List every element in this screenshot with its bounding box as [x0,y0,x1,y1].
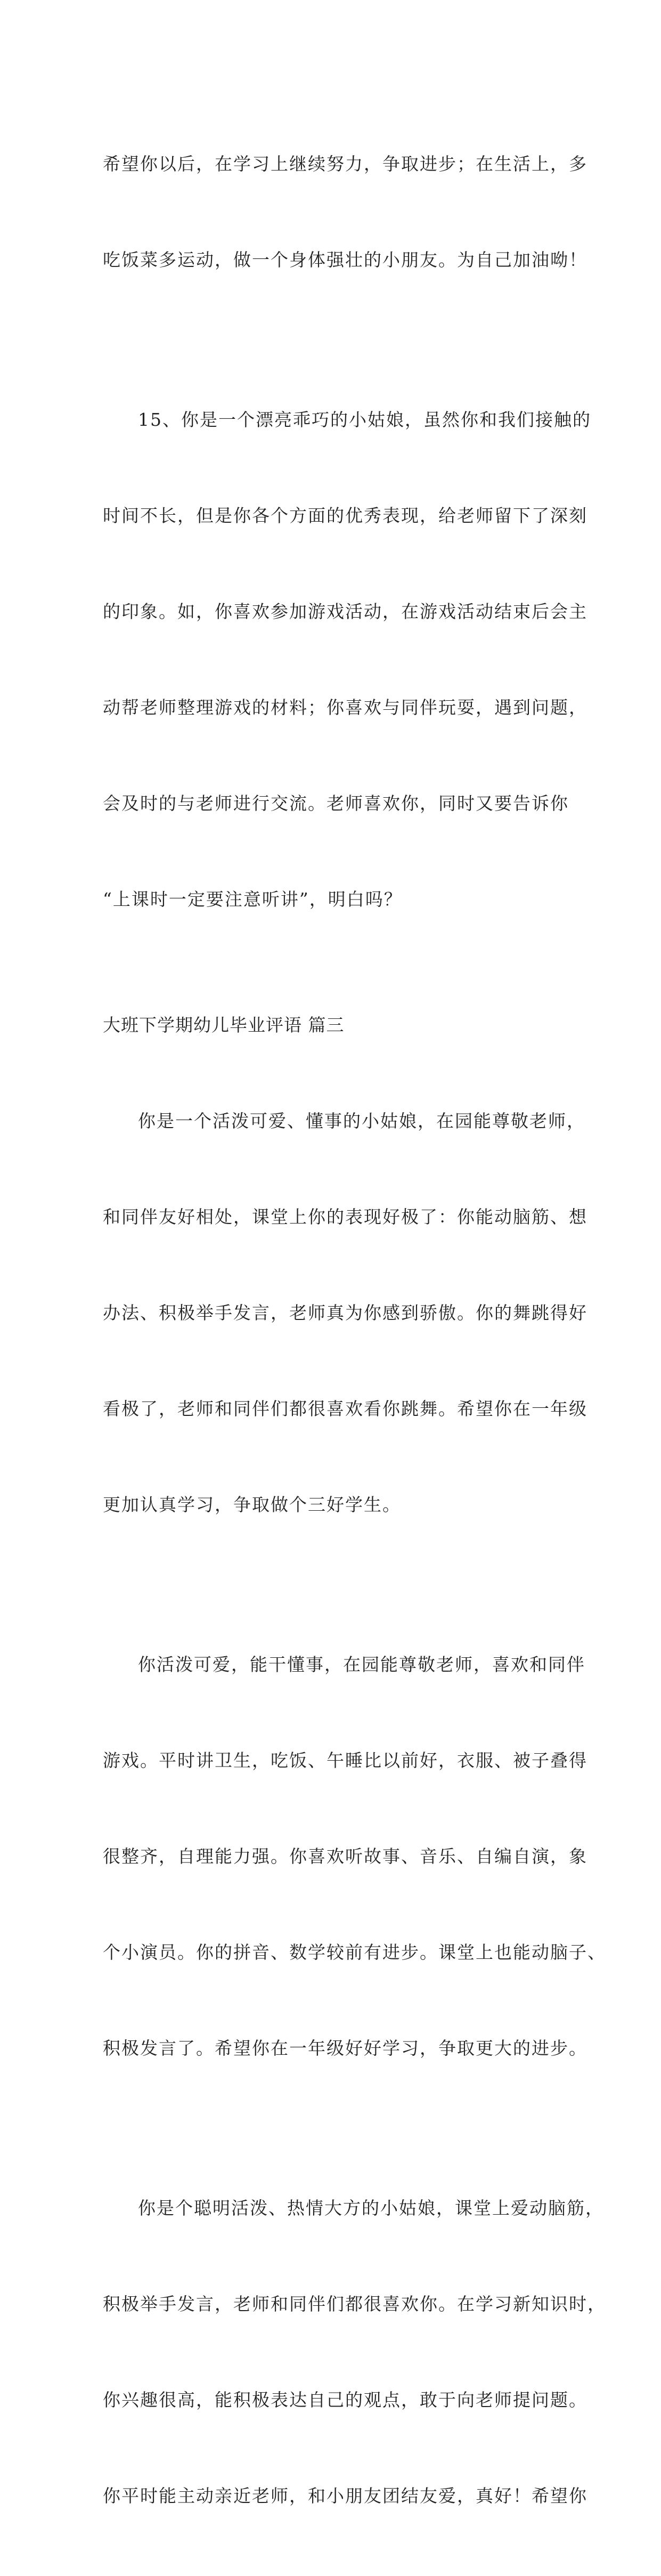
text-line: 看极了，老师和同伴们都很喜欢看你跳舞。希望你在一年级 [103,1398,587,1419]
text-line: 希望你以后，在学习上继续努力，争取进步；在生活上，多 [103,153,587,174]
text-line: 吃饭菜多运动，做一个身体强壮的小朋友。为自己加油呦！ [103,249,587,270]
text-line: 你平时能主动亲近老师，和小朋友团结友爱，真好！希望你 [103,2485,587,2506]
text-line: 个小演员。你的拼音、数学较前有进步。课堂上也能动脑子、 [103,1942,606,1963]
paragraph-item-15 [103,340,591,979]
paragraph-comment-3 [103,2128,606,2576]
text-line: 你活泼可爱，能干懂事，在园能尊敬老师，喜欢和同伴 [138,1654,585,1675]
text-line: 很整齐，自理能力强。你喜欢听故事、音乐、自编自演，象 [103,1846,587,1867]
paragraph-comment-1 [103,1041,587,1585]
paragraph-comment-2 [103,1585,606,2128]
text-line: 你兴趣很高，能积极表达自己的观点，敢于向老师提问题。 [103,2389,587,2410]
text-line: “上课时一定要注意听讲”，明白吗？ [103,889,403,910]
paragraph-continuation [103,84,587,340]
document-body [103,84,606,2576]
text-line: 积极发言了。希望你在一年级好好学习，争取更大的进步。 [103,2038,587,2059]
text-line: 动帮老师整理游戏的材料；你喜欢与同伴玩耍，遇到问题， [103,697,587,718]
text-line: 15、你是一个漂亮乖巧的小姑娘，虽然你和我们接触的 [138,409,591,430]
text-line: 的印象。如，你喜欢参加游戏活动，在游戏活动结束后会主 [103,601,587,622]
text-line: 你是一个活泼可爱、懂事的小姑娘，在园能尊敬老师， [138,1111,585,1131]
section-heading: 大班下学期幼儿毕业评语 篇三 [103,1015,345,1035]
text-line: 时间不长，但是你各个方面的优秀表现，给老师留下了深刻 [103,505,587,526]
text-line: 会及时的与老师进行交流。老师喜欢你，同时又要告诉你 [103,793,569,814]
text-line: 办法、积极举手发言，老师真为你感到骄傲。你的舞跳得好 [103,1302,587,1323]
text-line: 更加认真学习，争取做个三好学生。 [103,1494,401,1515]
text-line: 你是个聪明活泼、热情大方的小姑娘，课堂上爱动脑筋， [138,2198,604,2218]
text-line: 积极举手发言，老师和同伴们都很喜欢你。在学习新知识时， [103,2294,606,2314]
text-line: 和同伴友好相处，课堂上你的表现好极了：你能动脑筋、想 [103,1206,587,1227]
text-line: 游戏。平时讲卫生，吃饭、午睡比以前好，衣服、被子叠得 [103,1750,587,1771]
